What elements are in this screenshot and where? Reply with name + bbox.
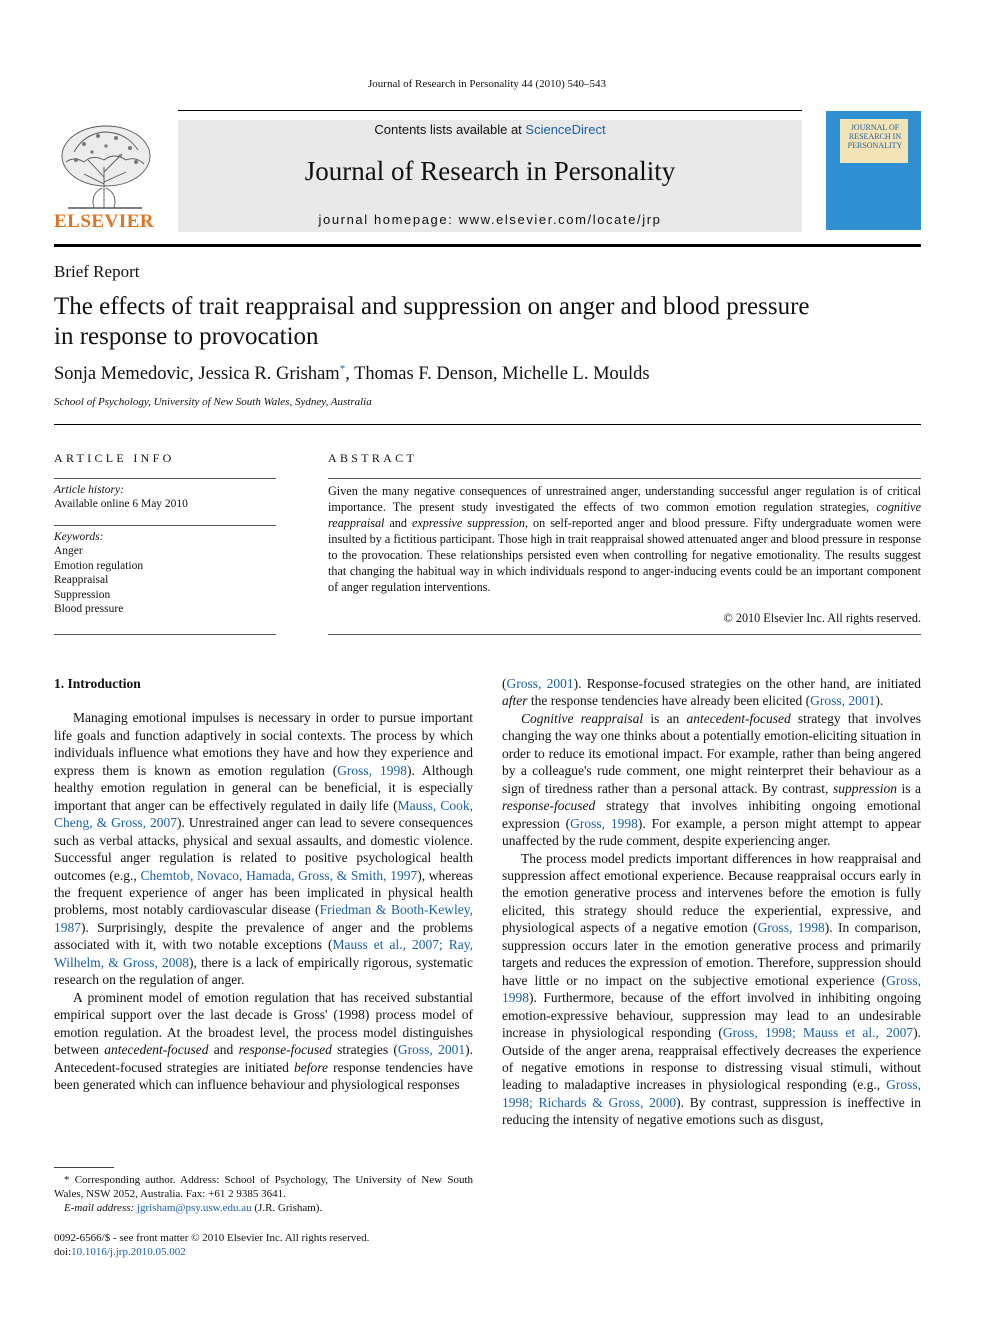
info-rule-1 xyxy=(54,478,276,479)
text-run: A prominent model of emotion regulation that has received substantial empirical support over the last decade is Gross' (1998) process model of emotion regulation. At the broadest level, the process model distinguishes between xyxy=(54,989,473,1058)
info-rule-3 xyxy=(54,634,276,635)
abstract-heading: ABSTRACT xyxy=(328,451,418,465)
journal-homepage[interactable]: journal homepage: www.elsevier.com/locate/jrp xyxy=(318,212,662,227)
citation-link[interactable]: Gross, 2001 xyxy=(397,1042,466,1058)
footnote-text: Corresponding author. Address: School of Psychology, The University of New South Wales, NSW 2052, Australia. Fax: +61 2 9385 3641. xyxy=(54,1174,473,1200)
citation-link[interactable]: Gross, 2001 xyxy=(506,676,574,691)
text-run: response tendencies have been generated which can influence behaviour and physiological responses xyxy=(54,1059,473,1092)
email-label: E-mail address: xyxy=(64,1202,137,1214)
paragraph: (Gross, 2001). Response-focused strategies on the other hand, are initiated after the response tendencies have already been elicited (Gross, 2001). xyxy=(502,676,921,709)
corresponding-footnote xyxy=(54,1173,473,1201)
italic-run: suppression xyxy=(832,780,897,796)
article-history xyxy=(54,483,188,512)
citation-link[interactable]: Gross, 1998; Mauss et al., 2007 xyxy=(722,1025,914,1041)
abstract-italic: expressive suppression xyxy=(411,516,526,530)
doi-link[interactable]: 10.1016/j.jrp.2010.05.002 xyxy=(71,1246,186,1258)
article-title xyxy=(54,292,894,352)
footnote-rule xyxy=(54,1167,114,1168)
text-run: ). Although healthy emotion regulation in general can be beneficial, it is especially important that anger can be effectively regulated in daily life ( xyxy=(54,762,473,813)
article-title-line1: The effects of trait reappraisal and suppression on anger and blood pressure xyxy=(54,293,810,320)
abstract-part: and xyxy=(384,516,412,530)
abstract-rule-bottom xyxy=(328,634,921,635)
body-column-left xyxy=(54,675,473,1093)
text-run: ). For example, a person might attempt to appear unaffected by the rude comment, despite experiencing anger. xyxy=(502,815,921,849)
text-run: ). xyxy=(875,693,884,709)
text-run: ). Furthermore, because of the effort involved in inhibiting ongoing emotion-expressive behaviour, suppression may lead to an undesirable increase in physiological responding ( xyxy=(502,990,921,1041)
abstract-part: Given the many negative consequences of unrestrained anger, understanding successful anger regulation is of critical importance. The present study investigated the effects of two common emotion regulation strategies, xyxy=(328,484,921,514)
text-run: and xyxy=(208,1042,239,1058)
text-run: ), whereas the frequent experience of anger has been implicated in physical health problems, most notably cardiovascular disease ( xyxy=(54,867,473,918)
keywords-block xyxy=(54,530,143,616)
text-run: is an xyxy=(643,710,687,726)
header-rule-top xyxy=(178,110,802,111)
info-rule-2 xyxy=(54,525,276,526)
text-run: strategy that involves changing the way one thinks about a potentially emotion-eliciting situation in order to reduce its emotional impact. For example, rather than being angered by a colleague's rude comment, one might reinterpret their behaviour as a sign of tiredness rather than a personal attack. By contrast, xyxy=(502,710,921,796)
abstract-copyright: © 2010 Elsevier Inc. All rights reserved. xyxy=(723,611,921,625)
text-run: The process model predicts important differences in how reappraisal and suppression affect emotional experience. Because reappraisal occurs early in the emotion generative process and intervenes before the emotion is fully elicited, this strategy should reduce the experiential, expressive, and physiological aspects of a negative emotion ( xyxy=(502,850,921,936)
citation-link[interactable]: Chemtob, Novaco, Hamada, Gross, & Smith, 1997 xyxy=(140,867,418,883)
abstract-text xyxy=(328,483,921,595)
citation-link[interactable]: Mauss et al., 2007; Ray, Wilhelm, & Gross, 2008 xyxy=(54,937,473,970)
citation-link[interactable]: Friedman & Booth-Kewley, 1987 xyxy=(54,902,473,935)
italic-run: response-focused xyxy=(502,798,596,814)
journal-title: Journal of Research in Personality xyxy=(304,156,676,186)
italic-run: response-focused xyxy=(238,1042,332,1058)
corresponding-star[interactable]: * xyxy=(339,363,346,375)
article-info-heading: ARTICLE INFO xyxy=(54,451,175,465)
history-value: Available online 6 May 2010 xyxy=(54,498,188,511)
citation-link[interactable]: Gross, 2001 xyxy=(810,693,876,709)
paragraph xyxy=(502,850,921,1129)
sciencedirect-link[interactable]: ScienceDirect xyxy=(525,122,606,137)
contents-prefix: Contents lists available at xyxy=(374,122,526,137)
citation-link[interactable]: Gross, 1998 xyxy=(570,815,638,831)
citation-link[interactable]: Gross, 1998 xyxy=(502,972,921,1006)
doi-line xyxy=(54,1245,186,1259)
italic-run: after xyxy=(502,693,528,709)
body-column-right xyxy=(502,675,921,1129)
publisher-wordmark: ELSEVIER xyxy=(54,211,155,232)
history-label: Article history: xyxy=(54,484,124,496)
abstract-italic: cognitive reappraisal xyxy=(328,500,921,530)
text-run: ). Unrestrained anger can lead to severe consequences such as verbal attacks, physical and sexual assaults, and domestic violence. Successful anger regulation is related to positive psychological health outcomes (e.g., xyxy=(54,815,474,883)
text-run: ). Antecedent-focused strategies are initiated xyxy=(54,1042,473,1075)
paragraph xyxy=(54,709,473,988)
abstract-part: , on self-reported anger and blood pressure. Fifty undergraduate women were insulted by a fictitious participant. Those high in trait reappraisal showed attenuated anger and blood pressure in response to the provocation. These relationships persisted even when controlling for negative emotionality. The results suggest that changing the habitual way in which individuals respond to anger-inducing events could be an important component of anger regulation interventions. xyxy=(328,516,921,594)
email-footnote xyxy=(54,1201,473,1215)
authors-part-b: , Thomas F. Denson, Michelle L. Moulds xyxy=(345,364,650,385)
text-run: ). Surprisingly, despite the prevalence of anger and the problems associated with it, with two notable exceptions ( xyxy=(54,919,473,953)
article-title-line2: in response to provocation xyxy=(54,323,319,350)
text-run: ). Outside of the anger arena, reappraisal effectively decreases the experience of negative emotions in response to distressing visual stimuli, without leading to maladaptive increases in physiological responding (e.g., xyxy=(502,1025,921,1093)
keyword: Reappraisal xyxy=(54,574,109,587)
elsevier-tree-logo xyxy=(54,122,154,210)
email-suffix: (J.R. Grisham). xyxy=(251,1202,323,1214)
journal-banner xyxy=(178,120,802,232)
text-run: strategy that involves inhibiting ongoing emotional expression ( xyxy=(502,798,921,831)
authors-part-a: Sonja Memedovic, Jessica R. Grisham xyxy=(54,364,340,385)
section-heading: 1. Introduction xyxy=(54,676,141,691)
doi-prefix: doi: xyxy=(54,1246,72,1258)
keyword: Blood pressure xyxy=(54,603,124,616)
text-run: ). In comparison, suppression occurs later in the emotion generative process and primarily targets and reduces the expression of emotion. Therefore, suppression should have little or no impact on the subjective emotional experience ( xyxy=(502,920,921,988)
text-run: the response tendencies have already been elicited ( xyxy=(527,693,811,709)
issn-line: 0092-6566/$ - see front matter © 2010 Elsevier Inc. All rights reserved. xyxy=(54,1232,370,1244)
citation-link[interactable]: Gross, 1998 xyxy=(337,762,407,778)
footnote-star: * xyxy=(64,1174,70,1186)
author-list xyxy=(54,363,650,385)
italic-run: before xyxy=(294,1059,329,1075)
keyword: Emotion regulation xyxy=(54,559,144,572)
text-run: ). By contrast, suppression is ineffective in reducing the intensity of negative emotions such as disgust, xyxy=(502,1094,921,1128)
text-run: strategies ( xyxy=(331,1042,398,1058)
paragraph xyxy=(502,710,921,850)
keyword: Anger xyxy=(54,545,83,558)
journal-cover xyxy=(826,111,921,230)
keywords-label: Keywords: xyxy=(54,531,104,543)
footnote-block xyxy=(54,1173,473,1215)
citation-link[interactable]: Gross, 1998; Richards & Gross, 2000 xyxy=(502,1077,921,1110)
affiliation: School of Psychology, University of New South Wales, Sydney, Australia xyxy=(54,396,372,408)
rule-before-info xyxy=(54,424,921,425)
italic-run: antecedent-focused xyxy=(686,710,791,726)
abstract-rule-top xyxy=(328,478,921,479)
contents-line xyxy=(178,122,802,137)
citation-link[interactable]: Mauss, Cook, Cheng, & Gross, 2007 xyxy=(54,797,474,831)
header-rule-thick xyxy=(54,244,921,247)
text-run: is a xyxy=(896,780,922,796)
citation-link[interactable]: Gross, 1998 xyxy=(757,920,825,936)
section-type: Brief Report xyxy=(54,262,140,281)
text-run: ). Response-focused strategies on the other hand, are initiated xyxy=(573,676,921,691)
italic-run: Cognitive reappraisal xyxy=(521,710,644,726)
text-run: Managing emotional impulses is necessary in order to pursue important life goals and function adaptively in social contexts. The process by which individuals influence what emotions they have and how they experience and express them is known as emotion regulation ( xyxy=(54,710,473,778)
journal-reference: Journal of Research in Personality 44 (2010) 540–543 xyxy=(368,78,606,90)
keyword: Suppression xyxy=(54,588,111,601)
email-link[interactable]: jgrisham@psy.usw.edu.au xyxy=(136,1202,252,1214)
italic-run: antecedent-focused xyxy=(104,1042,209,1058)
paragraph xyxy=(54,989,473,1094)
cover-title: JOURNAL OF RESEARCH IN PERSONALITY xyxy=(847,123,903,150)
text-run: ), there is a lack of empirically rigorous, systematic research on the regulation of anger. xyxy=(54,954,473,988)
